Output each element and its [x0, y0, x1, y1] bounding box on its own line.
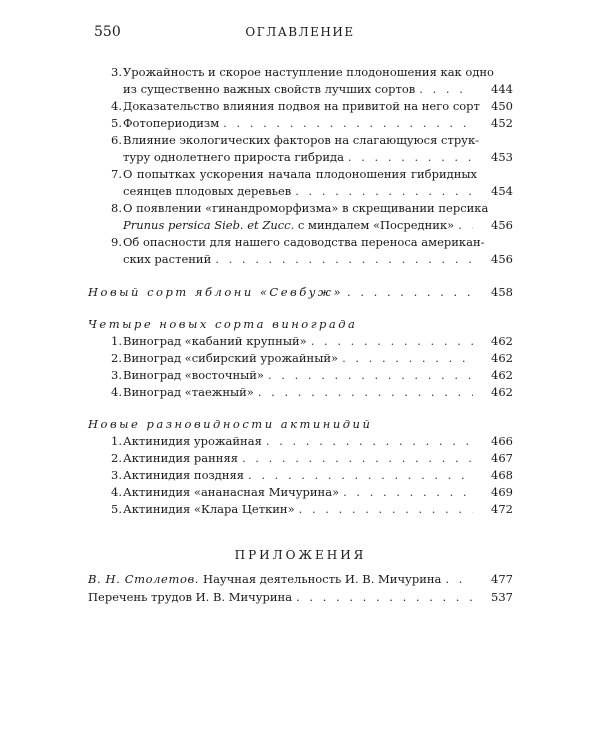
- leader-dots: [223, 115, 473, 132]
- entry-number: 2.: [111, 451, 122, 465]
- leader-dots: [342, 350, 473, 367]
- entry-title: Актинидия «Клара Цеткин»: [123, 502, 295, 516]
- entry-page: 462: [491, 385, 513, 399]
- entry-title: Фотопериодизм: [123, 116, 220, 130]
- entry-number: 3.: [111, 468, 122, 482]
- entry-title-line2: сеянцев плодовых деревьев: [123, 184, 292, 198]
- entry-number: 9.: [111, 235, 122, 249]
- section-page: 458: [491, 285, 513, 299]
- entry-page: 469: [491, 485, 513, 499]
- entry-page: 452: [491, 116, 513, 130]
- toc-entry-9: [88, 234, 513, 268]
- appendix-entry: [88, 588, 513, 606]
- entry-page: 450: [491, 99, 513, 113]
- entry-title-line2: туру однолетнего прироста гибрида: [123, 150, 344, 164]
- entry-title: Виноград «кабаний крупный»: [123, 334, 307, 348]
- entry-title-line1: Об опасности для нашего садоводства переноса американ-: [123, 235, 485, 249]
- leader-dots: [458, 217, 473, 234]
- toc-entry-5: [88, 115, 513, 132]
- actinidia-entry: [88, 433, 513, 450]
- entry-title: Виноград «сибирский урожайный»: [123, 351, 339, 365]
- entry-title-line2: из существенно важных свойств лучших сортов: [123, 82, 416, 96]
- leader-dots: [258, 384, 473, 401]
- actinidia-entry: [88, 501, 513, 518]
- leader-dots: [299, 501, 473, 518]
- entry-number: 5.: [111, 502, 122, 516]
- entry-page: 456: [491, 252, 513, 266]
- entry-title: Виноград «таежный»: [123, 385, 254, 399]
- leader-dots: [347, 284, 473, 301]
- toc-entry-6: [88, 132, 513, 166]
- entry-number: 7.: [111, 167, 122, 181]
- leader-dots: [348, 149, 473, 166]
- leader-dots: [242, 450, 473, 467]
- toc-entry-4: [88, 98, 513, 115]
- entry-title: Актинидия ранняя: [123, 451, 238, 465]
- leader-dots: [266, 433, 473, 450]
- appendix-entry: [88, 570, 513, 588]
- leader-dots: [296, 588, 473, 606]
- entry-page: 462: [491, 351, 513, 365]
- running-head: ОГЛАВЛЕНИЕ: [245, 25, 355, 39]
- entry-number: 5.: [111, 116, 122, 130]
- entry-page: 466: [491, 434, 513, 448]
- entry-page: 467: [491, 451, 513, 465]
- entry-title: Доказательство влияния подвоя на привитой на него сорт: [123, 99, 480, 113]
- leader-dots: [215, 251, 473, 268]
- leader-dots: [343, 484, 473, 501]
- entry-page: 462: [491, 368, 513, 382]
- leader-dots: [419, 81, 473, 98]
- grape-entry: [88, 350, 513, 367]
- entry-title: Перечень трудов И. В. Мичурина: [88, 590, 293, 604]
- entry-number: 1.: [111, 334, 122, 348]
- entry-page: 537: [491, 590, 513, 604]
- entry-page: 477: [491, 572, 513, 586]
- actinidia-entry: [88, 450, 513, 467]
- entry-number: 6.: [111, 133, 122, 147]
- species-name: Prunus persica Sieb. et Zucc.: [123, 218, 295, 232]
- leader-dots: [295, 183, 473, 200]
- leader-dots: [311, 333, 473, 350]
- grape-entry: [88, 367, 513, 384]
- section-apple: [88, 284, 513, 301]
- entry-title: Актинидия «ананасная Мичурина»: [123, 485, 340, 499]
- entry-number: 3.: [111, 65, 122, 79]
- leader-dots: [445, 570, 473, 588]
- entry-number: 4.: [111, 385, 122, 399]
- entry-title: Виноград «восточный»: [123, 368, 264, 382]
- grape-entry: [88, 333, 513, 350]
- entry-title-line2: ских растений: [123, 252, 212, 266]
- section-grapes-title: Четыре новых сорта винограда: [88, 317, 358, 331]
- table-of-contents: [88, 64, 513, 606]
- entry-title-line1: Урожайность и скорое наступление плодоношения как одно: [123, 65, 494, 79]
- entry-page: 462: [491, 334, 513, 348]
- entry-number: 4.: [111, 99, 122, 113]
- entry-number: 2.: [111, 351, 122, 365]
- entry-number: 3.: [111, 368, 122, 382]
- entry-number: 4.: [111, 485, 122, 499]
- entry-title-line1: Влияние экологических факторов на слагающуюся струк-: [123, 133, 480, 147]
- entry-title: Научная деятельность И. В. Мичурина: [203, 572, 442, 586]
- entry-title-line1: О появлении «гинандроморфизма» в скрещивании персика: [123, 201, 489, 215]
- actinidia-entry: [88, 467, 513, 484]
- entry-title: Актинидия урожайная: [123, 434, 262, 448]
- toc-entry-3: [88, 64, 513, 98]
- leader-dots: [268, 367, 473, 384]
- leader-dots: [248, 467, 473, 484]
- section-title: Новый сорт яблони «Севбуж»: [88, 285, 344, 299]
- entry-number: 1.: [111, 434, 122, 448]
- entry-title: Актинидия поздняя: [123, 468, 245, 482]
- entry-title-line2: с миндалем «Посредник»: [297, 218, 455, 232]
- toc-entry-7: [88, 166, 513, 200]
- entry-number: 8.: [111, 201, 122, 215]
- grape-entry: [88, 384, 513, 401]
- entry-page: 456: [491, 218, 513, 232]
- entry-page: 453: [491, 150, 513, 164]
- entry-page: 468: [491, 468, 513, 482]
- appendix-title: ПРИЛОЖЕНИЯ: [234, 548, 367, 562]
- toc-entry-8: [88, 200, 513, 234]
- page-number: 550: [94, 24, 121, 40]
- section-actinidia-title: Новые разновидности актинидий: [88, 417, 373, 431]
- entry-author: В. Н. Столетов.: [88, 572, 200, 586]
- entry-page: 454: [491, 184, 513, 198]
- entry-page: 472: [491, 502, 513, 516]
- entry-title-line1: О попытках ускорения начала плодоношения гибридных: [123, 167, 477, 181]
- entry-page: 444: [491, 82, 513, 96]
- actinidia-entry: [88, 484, 513, 501]
